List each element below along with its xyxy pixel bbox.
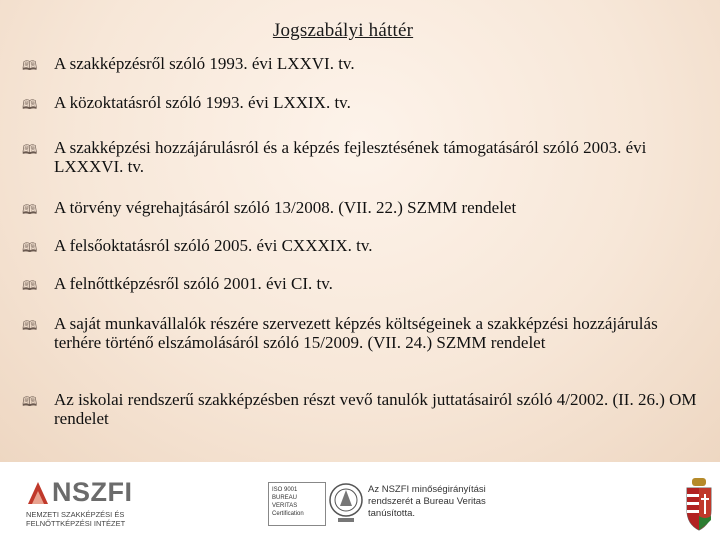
- book-icon: 🕮: [22, 319, 38, 334]
- list-item-text: A saját munkavállalók részére szervezett képzés költségeinek a szakképzési hozzájárulás terhére történő elszámolásáról szóló 15/2009. (VII. 24.) SZMM rendelet: [54, 314, 658, 352]
- iso-badge-line: Certification: [272, 511, 304, 517]
- certification-line: Az NSZFI minőségirányítási: [368, 484, 486, 495]
- certification-text: [368, 484, 518, 520]
- list-item: [22, 93, 702, 118]
- nszfi-name: NSZFI: [52, 477, 133, 507]
- book-icon: 🕮: [22, 98, 38, 113]
- list-item: [22, 390, 702, 428]
- book-icon: 🕮: [22, 395, 38, 410]
- book-icon: 🕮: [22, 279, 38, 294]
- list-item: [22, 198, 702, 223]
- certification-line: rendszerét a Bureau Veritas: [368, 496, 486, 507]
- list-item-text: A felsőoktatásról szóló 2005. évi CXXXIX. tv.: [54, 236, 373, 255]
- bureau-veritas-seal-icon: [328, 476, 364, 526]
- nszfi-logo: [26, 478, 131, 530]
- list-item: [22, 236, 702, 261]
- nszfi-subtitle: NEMZETI SZAKKÉPZÉSI ÉS FELNŐTTKÉPZÉSI INTÉZET: [26, 510, 126, 528]
- book-icon: 🕮: [22, 203, 38, 218]
- list-item: [22, 274, 702, 299]
- book-icon: 🕮: [22, 241, 38, 256]
- list-item-text: Az iskolai rendszerű szakképzésben részt vevő tanulók juttatásairól szóló 4/2002. (II. 26.) OM rendelet: [54, 390, 697, 428]
- nszfi-mark-icon: [26, 480, 50, 506]
- book-icon: 🕮: [22, 143, 38, 158]
- list-item-text: A szakképzésről szóló 1993. évi LXXVI. tv.: [54, 54, 355, 73]
- iso-badge-line: BUREAU VERITAS: [272, 495, 298, 509]
- list-item-text: A felnőttképzésről szóló 2001. évi CI. tv.: [54, 274, 333, 293]
- list-item-text: A törvény végrehajtásáról szóló 13/2008. (VII. 22.) SZMM rendelet: [54, 198, 517, 217]
- list-item-text: A közoktatásról szóló 1993. évi LXXIX. tv.: [54, 93, 351, 112]
- book-icon: 🕮: [22, 59, 38, 74]
- iso-badge-line: ISO 9001: [272, 487, 298, 493]
- list-item: [22, 54, 702, 79]
- list-item-text: A szakképzési hozzájárulásról és a képzés fejlesztésének támogatásáról szóló 2003. évi LXXXVI. tv.: [54, 138, 647, 176]
- certification-line: tanúsította.: [368, 508, 416, 519]
- hungarian-coat-of-arms-icon: [683, 476, 715, 532]
- list-item: [22, 314, 702, 352]
- list-item: [22, 138, 702, 176]
- iso-badge: [268, 482, 326, 526]
- slide-title: Jogszabályi háttér: [272, 20, 414, 41]
